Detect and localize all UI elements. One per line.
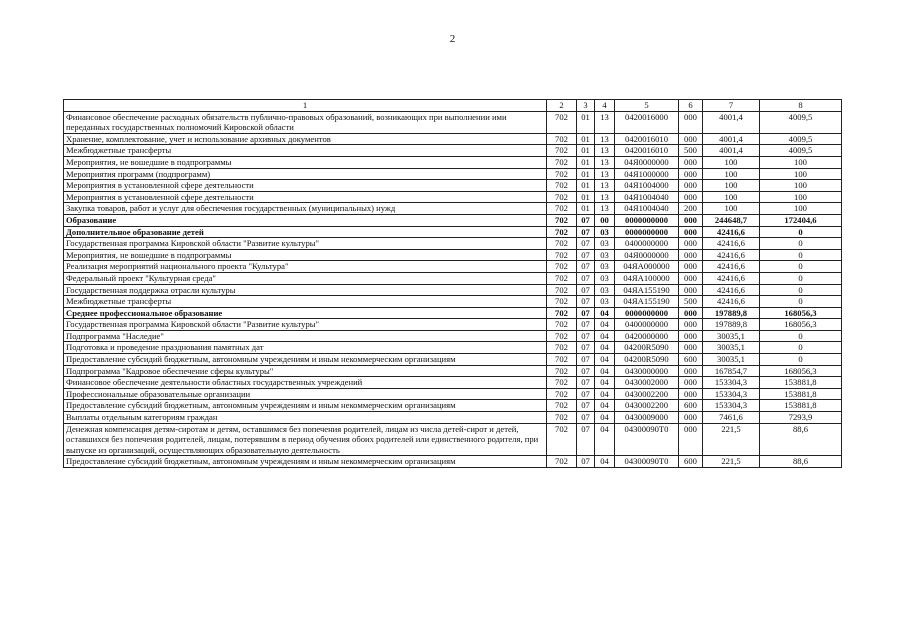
ministry-code-cell: 702 [547,261,577,273]
table-row [64,145,842,157]
subsection-cell: 13 [595,168,615,180]
amount-year2-cell: 0 [760,342,842,354]
name-cell: Предоставление субсидий бюджетным, автономным учреждениям и иным некоммерческим организациям [64,400,547,412]
name-cell: Межбюджетные трансферты [64,296,547,308]
ministry-code-cell: 702 [547,180,577,192]
target-item-cell: 04ЯA000000 [615,261,679,273]
ministry-code-cell: 702 [547,456,577,468]
amount-year2-cell: 0 [760,330,842,342]
table-row [64,111,842,133]
amount-year1-cell: 100 [703,156,760,168]
target-item-cell: 0400000000 [615,238,679,250]
name-cell: Подготовка и проведение празднования памятных дат [64,342,547,354]
table-row [64,400,842,412]
target-item-cell: 0400000000 [615,319,679,331]
subsection-cell: 13 [595,203,615,215]
ministry-code-cell: 702 [547,145,577,157]
expense-type-cell: 600 [679,354,703,366]
subsection-cell: 03 [595,238,615,250]
amount-year1-cell: 42416,6 [703,296,760,308]
table-row [64,296,842,308]
target-item-cell: 0430009000 [615,412,679,424]
expense-type-cell: 200 [679,203,703,215]
subsection-cell: 03 [595,284,615,296]
section-cell: 01 [577,180,595,192]
ministry-code-cell: 702 [547,319,577,331]
name-cell: Реализация мероприятий национального проекта "Культура" [64,261,547,273]
header-cell: 1 [64,100,547,112]
target-item-cell: 04Я0000000 [615,156,679,168]
name-cell: Государственная программа Кировской области "Развитие культуры" [64,238,547,250]
subsection-cell: 04 [595,456,615,468]
amount-year2-cell: 153881,8 [760,388,842,400]
amount-year2-cell: 0 [760,226,842,238]
ministry-code-cell: 702 [547,191,577,203]
expense-type-cell: 500 [679,296,703,308]
ministry-code-cell: 702 [547,330,577,342]
section-cell: 01 [577,133,595,145]
target-item-cell: 04200R5090 [615,342,679,354]
subsection-cell: 00 [595,214,615,226]
expense-type-cell: 000 [679,226,703,238]
section-cell: 01 [577,191,595,203]
amount-year1-cell: 42416,6 [703,261,760,273]
target-item-cell: 0420016000 [615,111,679,133]
table-row [64,456,842,468]
section-cell: 01 [577,203,595,215]
table-row [64,330,842,342]
subsection-cell: 04 [595,423,615,456]
table-row [64,133,842,145]
name-cell: Государственная программа Кировской области "Развитие культуры" [64,319,547,331]
amount-year1-cell: 100 [703,180,760,192]
target-item-cell: 04Я0000000 [615,249,679,261]
amount-year1-cell: 4001,4 [703,145,760,157]
name-cell: Мероприятия, не вошедшие в подпрограммы [64,249,547,261]
name-cell: Денежная компенсация детям-сиротам и детям, оставшимся без попечения родителей, лицам из числа детей-сирот и детей, оставшихся без попечения родителей, лицам, потерявшим в период обучения обоих родителей или единственного родителя, при выпуске из организаций, осуществляющих образовательную деятельность [64,423,547,456]
page-number: 2 [449,33,456,45]
amount-year2-cell: 0 [760,296,842,308]
amount-year1-cell: 221,5 [703,456,760,468]
target-item-cell: 0000000000 [615,307,679,319]
section-cell: 07 [577,400,595,412]
header-cell: 3 [577,100,595,112]
name-cell: Предоставление субсидий бюджетным, автономным учреждениям и иным некоммерческим организациям [64,456,547,468]
section-cell: 07 [577,238,595,250]
section-cell: 07 [577,342,595,354]
ministry-code-cell: 702 [547,365,577,377]
expense-type-cell: 000 [679,342,703,354]
amount-year1-cell: 42416,6 [703,249,760,261]
table-row [64,319,842,331]
expense-type-cell: 000 [679,307,703,319]
table-row [64,191,842,203]
section-cell: 07 [577,226,595,238]
target-item-cell: 0430000000 [615,365,679,377]
target-item-cell: 0000000000 [615,214,679,226]
target-item-cell: 04Я1000000 [615,168,679,180]
name-cell: Дополнительное образование детей [64,226,547,238]
amount-year1-cell: 42416,6 [703,272,760,284]
amount-year2-cell: 7293,9 [760,412,842,424]
amount-year2-cell: 88,6 [760,456,842,468]
section-cell: 07 [577,307,595,319]
header-cell: 8 [760,100,842,112]
expense-type-cell: 600 [679,400,703,412]
name-cell: Мероприятия, не вошедшие в подпрограммы [64,156,547,168]
section-cell: 07 [577,412,595,424]
name-cell: Государственная поддержка отрасли культуры [64,284,547,296]
section-cell: 07 [577,319,595,331]
ministry-code-cell: 702 [547,377,577,389]
subsection-cell: 03 [595,226,615,238]
expense-type-cell: 000 [679,111,703,133]
ministry-code-cell: 702 [547,203,577,215]
section-cell: 07 [577,377,595,389]
target-item-cell: 0420000000 [615,330,679,342]
subsection-cell: 04 [595,412,615,424]
ministry-code-cell: 702 [547,412,577,424]
amount-year1-cell: 197889,8 [703,319,760,331]
expense-type-cell: 000 [679,412,703,424]
subsection-cell: 03 [595,261,615,273]
section-cell: 07 [577,261,595,273]
name-cell: Закупка товаров, работ и услуг для обеспечения государственных (муниципальных) нужд [64,203,547,215]
amount-year2-cell: 4009,5 [760,111,842,133]
ministry-code-cell: 702 [547,354,577,366]
expense-type-cell: 000 [679,330,703,342]
subsection-cell: 03 [595,296,615,308]
section-cell: 07 [577,354,595,366]
amount-year1-cell: 153304,3 [703,377,760,389]
expense-type-cell: 000 [679,133,703,145]
amount-year1-cell: 30035,1 [703,342,760,354]
amount-year2-cell: 153881,8 [760,377,842,389]
header-cell: 5 [615,100,679,112]
expense-type-cell: 000 [679,423,703,456]
ministry-code-cell: 702 [547,307,577,319]
header-cell: 4 [595,100,615,112]
table-row [64,238,842,250]
amount-year1-cell: 7461,6 [703,412,760,424]
target-item-cell: 04300090T0 [615,456,679,468]
ministry-code-cell: 702 [547,272,577,284]
section-cell: 07 [577,388,595,400]
subsection-cell: 04 [595,400,615,412]
section-cell: 07 [577,423,595,456]
table-row [64,226,842,238]
amount-year1-cell: 100 [703,191,760,203]
target-item-cell: 04Я1004000 [615,180,679,192]
ministry-code-cell: 702 [547,423,577,456]
amount-year2-cell: 4009,5 [760,145,842,157]
amount-year2-cell: 153881,8 [760,400,842,412]
amount-year2-cell: 100 [760,191,842,203]
ministry-code-cell: 702 [547,133,577,145]
target-item-cell: 04Я1004040 [615,203,679,215]
amount-year2-cell: 0 [760,354,842,366]
subsection-cell: 04 [595,319,615,331]
amount-year1-cell: 42416,6 [703,226,760,238]
table-row [64,261,842,273]
subsection-cell: 04 [595,307,615,319]
table-row [64,388,842,400]
name-cell: Мероприятия в установленной сфере деятельности [64,191,547,203]
name-cell: Мероприятия в установленной сфере деятельности [64,180,547,192]
amount-year1-cell: 4001,4 [703,111,760,133]
amount-year1-cell: 153304,3 [703,400,760,412]
amount-year2-cell: 168056,3 [760,307,842,319]
table-row [64,342,842,354]
target-item-cell: 0430002200 [615,400,679,412]
subsection-cell: 13 [595,145,615,157]
amount-year2-cell: 172404,6 [760,214,842,226]
target-item-cell: 04ЯA100000 [615,272,679,284]
section-cell: 01 [577,111,595,133]
ministry-code-cell: 702 [547,156,577,168]
target-item-cell: 0430002200 [615,388,679,400]
expense-type-cell: 000 [679,191,703,203]
budget-table [63,99,842,468]
subsection-cell: 13 [595,191,615,203]
target-item-cell: 04ЯA155190 [615,284,679,296]
expense-type-cell: 600 [679,456,703,468]
amount-year2-cell: 0 [760,261,842,273]
subsection-cell: 03 [595,249,615,261]
expense-type-cell: 000 [679,284,703,296]
amount-year2-cell: 4009,5 [760,133,842,145]
name-cell: Финансовое обеспечение деятельности областных государственных учреждений [64,377,547,389]
subsection-cell: 04 [595,342,615,354]
table-row [64,284,842,296]
expense-type-cell: 000 [679,272,703,284]
header-cell: 6 [679,100,703,112]
amount-year1-cell: 30035,1 [703,354,760,366]
name-cell: Мероприятия программ (подпрограмм) [64,168,547,180]
amount-year2-cell: 168056,3 [760,365,842,377]
subsection-cell: 13 [595,156,615,168]
subsection-cell: 13 [595,180,615,192]
ministry-code-cell: 702 [547,238,577,250]
name-cell: Подпрограмма "Наследие" [64,330,547,342]
ministry-code-cell: 702 [547,342,577,354]
amount-year2-cell: 0 [760,284,842,296]
target-item-cell: 0420016010 [615,145,679,157]
section-cell: 07 [577,284,595,296]
amount-year1-cell: 244648,7 [703,214,760,226]
amount-year2-cell: 100 [760,168,842,180]
name-cell: Выплаты отдельным категориям граждан [64,412,547,424]
section-cell: 07 [577,249,595,261]
table-row [64,365,842,377]
name-cell: Предоставление субсидий бюджетным, автономным учреждениям и иным некоммерческим организациям [64,354,547,366]
amount-year1-cell: 42416,6 [703,238,760,250]
subsection-cell: 04 [595,377,615,389]
expense-type-cell: 000 [679,180,703,192]
section-cell: 07 [577,456,595,468]
amount-year1-cell: 153304,3 [703,388,760,400]
table-row [64,307,842,319]
ministry-code-cell: 702 [547,214,577,226]
amount-year1-cell: 4001,4 [703,133,760,145]
amount-year2-cell: 168056,3 [760,319,842,331]
table-row [64,354,842,366]
header-cell: 7 [703,100,760,112]
ministry-code-cell: 702 [547,284,577,296]
expense-type-cell: 000 [679,238,703,250]
section-cell: 07 [577,330,595,342]
table-row [64,156,842,168]
section-cell: 01 [577,156,595,168]
ministry-code-cell: 702 [547,111,577,133]
name-cell: Образование [64,214,547,226]
name-cell: Межбюджетные трансферты [64,145,547,157]
name-cell: Подпрограмма "Кадровое обеспечение сферы культуры" [64,365,547,377]
amount-year1-cell: 100 [703,168,760,180]
amount-year2-cell: 0 [760,238,842,250]
table-row [64,214,842,226]
table-row [64,180,842,192]
name-cell: Среднее профессиональное образование [64,307,547,319]
expense-type-cell: 000 [679,365,703,377]
expense-type-cell: 000 [679,214,703,226]
section-cell: 07 [577,365,595,377]
section-cell: 01 [577,145,595,157]
target-item-cell: 0420016010 [615,133,679,145]
amount-year1-cell: 221,5 [703,423,760,456]
expense-type-cell: 000 [679,156,703,168]
section-cell: 07 [577,214,595,226]
amount-year1-cell: 30035,1 [703,330,760,342]
expense-type-cell: 000 [679,249,703,261]
header-cell: 2 [547,100,577,112]
amount-year2-cell: 0 [760,249,842,261]
amount-year2-cell: 100 [760,203,842,215]
ministry-code-cell: 702 [547,388,577,400]
subsection-cell: 04 [595,354,615,366]
target-item-cell: 04ЯA155190 [615,296,679,308]
name-cell: Финансовое обеспечение расходных обязательств публично-правовых образований, возникающих при выполнении ими переданных государственных полномочий Кировской области [64,111,547,133]
name-cell: Профессиональные образовательные организации [64,388,547,400]
amount-year2-cell: 100 [760,180,842,192]
subsection-cell: 13 [595,111,615,133]
section-cell: 07 [577,272,595,284]
amount-year2-cell: 88,6 [760,423,842,456]
subsection-cell: 04 [595,330,615,342]
subsection-cell: 03 [595,272,615,284]
table-row [64,203,842,215]
ministry-code-cell: 702 [547,249,577,261]
target-item-cell: 0000000000 [615,226,679,238]
ministry-code-cell: 702 [547,400,577,412]
ministry-code-cell: 702 [547,226,577,238]
target-item-cell: 04200R5090 [615,354,679,366]
name-cell: Федеральный проект "Культурная среда" [64,272,547,284]
expense-type-cell: 000 [679,319,703,331]
table-row [64,377,842,389]
section-cell: 01 [577,168,595,180]
expense-type-cell: 500 [679,145,703,157]
table-row [64,412,842,424]
table-header-row [64,100,842,112]
amount-year1-cell: 197889,8 [703,307,760,319]
subsection-cell: 13 [595,133,615,145]
target-item-cell: 0430002000 [615,377,679,389]
subsection-cell: 04 [595,365,615,377]
table-row [64,168,842,180]
amount-year1-cell: 42416,6 [703,284,760,296]
expense-type-cell: 000 [679,261,703,273]
amount-year1-cell: 100 [703,203,760,215]
amount-year2-cell: 100 [760,156,842,168]
expense-type-cell: 000 [679,388,703,400]
ministry-code-cell: 702 [547,296,577,308]
table-row [64,249,842,261]
table-row [64,272,842,284]
amount-year1-cell: 167854,7 [703,365,760,377]
target-item-cell: 04300090T0 [615,423,679,456]
target-item-cell: 04Я1004040 [615,191,679,203]
table-row [64,423,842,456]
expense-type-cell: 000 [679,377,703,389]
name-cell: Хранение, комплектование, учет и использование архивных документов [64,133,547,145]
ministry-code-cell: 702 [547,168,577,180]
amount-year2-cell: 0 [760,272,842,284]
subsection-cell: 04 [595,388,615,400]
section-cell: 07 [577,296,595,308]
expense-type-cell: 000 [679,168,703,180]
